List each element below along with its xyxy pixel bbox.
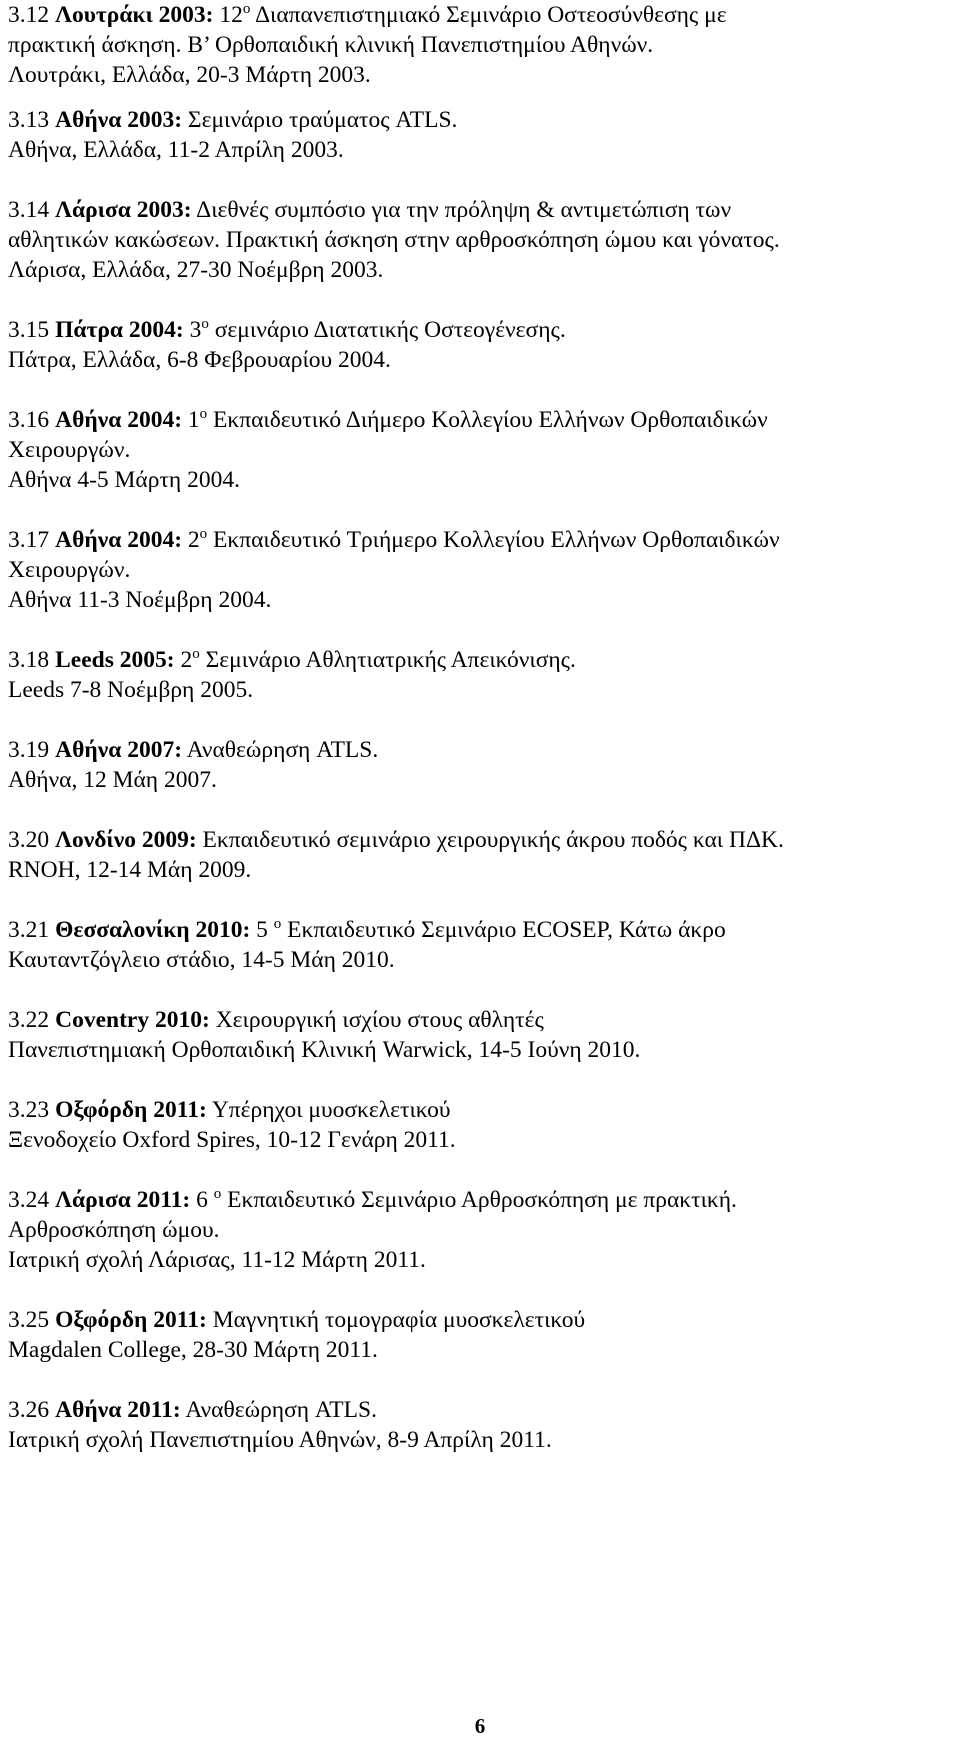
entry-number: 3.14 bbox=[8, 197, 50, 223]
entry-number: 3.13 bbox=[8, 107, 50, 133]
entry-detail-line: Leeds 7-8 Νοέμβρη 2005. bbox=[8, 677, 254, 703]
entry-detail-line: Ιατρική σχολή Πανεπιστημίου Αθηνών, 8-9 Απρίλη 2011. bbox=[8, 1427, 552, 1453]
entry-title: Μαγνητική τομογραφία μυοσκελετικού bbox=[206, 1307, 586, 1333]
entry-place-year: Αθήνα 2007: bbox=[55, 737, 183, 763]
entry-place-year: Αθήνα 2003: bbox=[55, 107, 183, 133]
entry-ordinal-suffix: ο bbox=[199, 406, 208, 422]
entry-title-line bbox=[8, 405, 953, 435]
seminar-entry bbox=[8, 645, 953, 705]
entry-number: 3.19 bbox=[8, 737, 50, 763]
seminar-entry bbox=[8, 735, 953, 795]
entry-title-line bbox=[8, 1395, 953, 1425]
entry-place-year: Αθήνα 2004: bbox=[55, 407, 183, 433]
entry-title: Διεθνές συμπόσιο για την πρόληψη & αντιμετώπιση των bbox=[191, 197, 732, 223]
entry-detail-line: αθλητικών κακώσεων. Πρακτική άσκηση στην αρθροσκόπηση ώμου και γόνατος. bbox=[8, 227, 780, 253]
entry-title: Σεμινάριο τραύματος ATLS. bbox=[182, 107, 458, 133]
entry-detail-line: Χειρουργών. bbox=[8, 557, 131, 583]
entry-title-line bbox=[8, 645, 953, 675]
entry-number: 3.21 bbox=[8, 917, 50, 943]
entry-detail-line: Ξενοδοχείο Oxford Spires, 10-12 Γενάρη 2011. bbox=[8, 1127, 456, 1153]
entry-ordinal-suffix: ο bbox=[213, 1186, 222, 1202]
entry-title: Χειρουργική ισχίου στους αθλητές bbox=[209, 1007, 544, 1033]
entry-detail-line: Αρθροσκόπηση ώμου. bbox=[8, 1217, 220, 1243]
entry-number: 3.16 bbox=[8, 407, 50, 433]
entry-place-year: Θεσσαλονίκη 2010: bbox=[55, 917, 251, 943]
entry-title: Αναθεώρηση ATLS. bbox=[180, 1397, 377, 1423]
entry-title-line bbox=[8, 915, 953, 945]
entry-detail-line: RNOH, 12-14 Μάη 2009. bbox=[8, 857, 252, 883]
entry-title-line bbox=[8, 1185, 953, 1215]
entry-detail-line: Πανεπιστημιακή Ορθοπαιδική Κλινική Warwick, 14-5 Ιούνη 2010. bbox=[8, 1037, 641, 1063]
entry-number: 3.23 bbox=[8, 1097, 50, 1123]
entry-detail-line: Λάρισα, Ελλάδα, 27-30 Νοέμβρη 2003. bbox=[8, 257, 384, 283]
page-number: 6 bbox=[474, 1714, 486, 1738]
entry-ordinal-number: 12 bbox=[213, 2, 243, 28]
entry-title: Εκπαιδευτικό Σεμινάριο ECOSEP, Κάτω άκρο bbox=[281, 917, 726, 943]
entry-title: Σεμινάριο Αθλητιατρικής Απεικόνισης. bbox=[199, 647, 576, 673]
entry-detail-line: Αθήνα 11-3 Νοέμβρη 2004. bbox=[8, 587, 272, 613]
entry-number: 3.20 bbox=[8, 827, 50, 853]
entry-detail-line: Αθήνα, Ελλάδα, 11-2 Απρίλη 2003. bbox=[8, 137, 344, 163]
entry-place-year: Αθήνα 2011: bbox=[55, 1397, 181, 1423]
entry-detail-line: Χειρουργών. bbox=[8, 437, 131, 463]
seminar-entry bbox=[8, 195, 953, 285]
entry-title-line bbox=[8, 825, 953, 855]
entry-ordinal-number: 5 bbox=[250, 917, 274, 943]
entry-title: Εκπαιδευτικό Τριήμερο Κολλεγίου Ελλήνων Ορθοπαιδικών bbox=[207, 527, 780, 553]
seminar-entry bbox=[8, 915, 953, 975]
entry-place-year: Leeds 2005: bbox=[55, 647, 175, 673]
entry-detail-line: Ιατρική σχολή Λάρισας, 11-12 Μάρτη 2011. bbox=[8, 1247, 426, 1273]
entry-ordinal-suffix: ο bbox=[201, 316, 209, 332]
entry-place-year: Πάτρα 2004: bbox=[55, 317, 184, 343]
entry-place-year: Οξφόρδη 2011: bbox=[55, 1307, 207, 1333]
seminar-entry bbox=[8, 1005, 953, 1065]
entry-number: 3.12 bbox=[8, 2, 50, 28]
seminar-entry bbox=[8, 1305, 953, 1365]
entry-ordinal-number: 1 bbox=[182, 407, 200, 433]
entry-title: Αναθεώρηση ATLS. bbox=[182, 737, 379, 763]
entry-ordinal-suffix: ο bbox=[192, 646, 200, 662]
entry-ordinal-number: 2 bbox=[174, 647, 193, 673]
entry-title-line bbox=[8, 105, 953, 135]
entry-number: 3.24 bbox=[8, 1187, 50, 1213]
entry-title-line bbox=[8, 735, 953, 765]
entry-ordinal-number: 6 bbox=[190, 1187, 214, 1213]
entry-title: Εκπαιδευτικό σεμινάριο χειρουργικής άκρου ποδός και ΠΔΚ. bbox=[196, 827, 784, 853]
entry-detail-line: Καυταντζόγλειο στάδιο, 14-5 Μάη 2010. bbox=[8, 947, 395, 973]
entry-detail-line: Αθήνα, 12 Μάη 2007. bbox=[8, 767, 217, 793]
seminar-entry bbox=[8, 105, 953, 165]
entry-ordinal-suffix: ο bbox=[273, 916, 282, 932]
entry-place-year: Αθήνα 2004: bbox=[55, 527, 183, 553]
seminar-entry bbox=[8, 1395, 953, 1455]
entry-place-year: Οξφόρδη 2011: bbox=[55, 1097, 207, 1123]
entry-title: Υπέρηχοι μυοσκελετικού bbox=[206, 1097, 451, 1123]
entry-number: 3.25 bbox=[8, 1307, 50, 1333]
entry-number: 3.15 bbox=[8, 317, 50, 343]
entry-ordinal-suffix: ο bbox=[242, 1, 251, 17]
entry-place-year: Λάρισα 2003: bbox=[55, 197, 192, 223]
entry-title: Διαπανεπιστημιακό Σεμινάριο Οστεοσύνθεσης με bbox=[250, 2, 727, 28]
entry-title-line bbox=[8, 1305, 953, 1335]
entry-ordinal-number: 2 bbox=[182, 527, 200, 553]
entry-place-year: Λονδίνο 2009: bbox=[55, 827, 197, 853]
entry-title-line bbox=[8, 1005, 953, 1035]
entry-title-line bbox=[8, 525, 953, 555]
entry-title-line bbox=[8, 0, 953, 30]
entry-detail-line: πρακτική άσκηση. Β’ Ορθοπαιδική κλινική Πανεπιστημίου Αθηνών. bbox=[8, 32, 654, 58]
entry-detail-line: Πάτρα, Ελλάδα, 6-8 Φεβρουαρίου 2004. bbox=[8, 347, 391, 373]
seminar-entry bbox=[8, 1185, 953, 1275]
entry-ordinal-number: 3 bbox=[183, 317, 202, 343]
entry-title: Εκπαιδευτικό Διήμερο Κολλεγίου Ελλήνων Ορθοπαιδικών bbox=[207, 407, 768, 433]
seminar-entry bbox=[8, 825, 953, 885]
entry-number: 3.22 bbox=[8, 1007, 50, 1033]
entry-title-line bbox=[8, 315, 953, 345]
entry-detail-line: Λουτράκι, Ελλάδα, 20-3 Μάρτη 2003. bbox=[8, 62, 371, 88]
seminar-entry bbox=[8, 315, 953, 375]
entry-place-year: Coventry 2010: bbox=[55, 1007, 210, 1033]
entry-number: 3.17 bbox=[8, 527, 50, 553]
entry-title: Εκπαιδευτικό Σεμινάριο Αρθροσκόπηση με πρακτική. bbox=[221, 1187, 737, 1213]
entry-detail-line: Αθήνα 4-5 Μάρτη 2004. bbox=[8, 467, 240, 493]
entry-ordinal-suffix: ο bbox=[199, 526, 208, 542]
entry-title-line bbox=[8, 1095, 953, 1125]
entry-place-year: Λουτράκι 2003: bbox=[55, 2, 214, 28]
entry-title: σεμινάριο Διατατικής Οστεογένεσης. bbox=[208, 317, 566, 343]
entry-title-line bbox=[8, 195, 953, 225]
entry-place-year: Λάρισα 2011: bbox=[55, 1187, 191, 1213]
seminar-entry bbox=[8, 405, 953, 495]
seminar-entry bbox=[8, 0, 953, 90]
entry-detail-line: Magdalen College, 28-30 Μάρτη 2011. bbox=[8, 1337, 378, 1363]
entry-number: 3.26 bbox=[8, 1397, 50, 1423]
entry-number: 3.18 bbox=[8, 647, 50, 673]
seminar-entry bbox=[8, 525, 953, 615]
seminar-entry bbox=[8, 1095, 953, 1155]
